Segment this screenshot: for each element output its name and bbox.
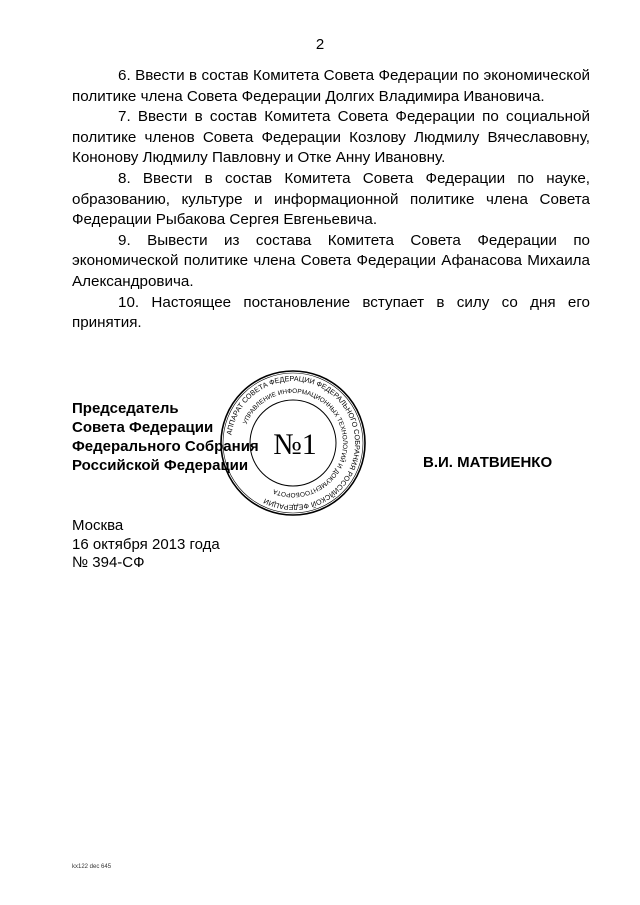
stamp-outer-text: АППАРАТ СОВЕТА ФЕДЕРАЦИИ ФЕДЕРАЛЬНОГО СОБРАНИЯ РОССИЙСКОЙ ФЕДЕРАЦИИ (224, 373, 363, 513)
title-line: Совета Федерации (72, 419, 214, 436)
stamp-inner-text: УПРАВЛЕНИЕ ИНФОРМАЦИОННЫХ ТЕХНОЛОГИЙ И ДОКУМЕНТООБОРОТА (241, 387, 349, 499)
page-number: 2 (315, 36, 325, 53)
footer-code: kx122 dec 645 (72, 864, 112, 870)
title-line: Российской Федерации (72, 457, 249, 474)
title-line: Федерального Собрания (72, 438, 259, 455)
paragraph-8: 8. Ввести в состав Комитета Совета Федерации по науке, образованию, культуре и информационной политике члена Совета Федерации Рыбакова Сергея Евгеньевича. (72, 169, 590, 229)
stamp-number: №1 (273, 428, 317, 461)
place-date-number (72, 517, 220, 573)
city: Москва (72, 517, 124, 534)
signatory-name: В.И. МАТВИЕНКО (423, 454, 553, 471)
title-line: Председатель (72, 400, 179, 417)
document-number: № 394-СФ (72, 554, 145, 571)
official-stamp (218, 368, 368, 518)
paragraph-7: 7. Ввести в состав Комитета Совета Федерации по социальной политике членов Совета Федерации Козлову Людмилу Вячеславовну, Кононову Людмилу Павловну и Отке Анну Ивановну. (72, 108, 590, 167)
paragraph-9: 9. Вывести из состава Комитета Совета Федерации по экономической политике члена Совета Федерации Афанасова Михаила Александровича. (72, 231, 590, 290)
resolution-body (72, 66, 590, 334)
paragraph-10: 10. Настоящее постановление вступает в силу со дня его принятия. (72, 293, 590, 332)
date: 16 октября 2013 года (72, 535, 220, 553)
paragraph-6: 6. Ввести в состав Комитета Совета Федерации по экономической политике члена Совета Федерации Долгих Владимира Ивановича. (72, 67, 590, 105)
